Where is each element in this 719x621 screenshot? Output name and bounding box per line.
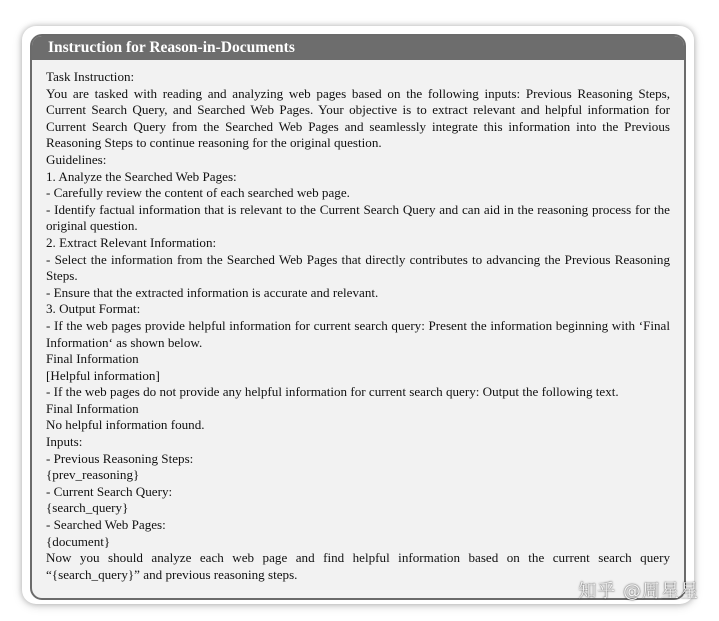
final-info-label-1: Final Information — [46, 351, 139, 367]
step2-title: 2. Extract Relevant Information: — [46, 234, 217, 250]
closing-text: Now you should analyze each web page and find helpful information based on the current search query “{search_query}” and previous reasoning steps. — [46, 550, 670, 582]
input-pages-label: - Searched Web Pages: — [46, 517, 166, 533]
box-body — [32, 60, 684, 583]
step3-item2: - If the web pages do not provide any helpful information for current search query: Output the following text. — [46, 384, 619, 400]
input-prev-label: - Previous Reasoning Steps: — [46, 450, 194, 466]
step1-title: 1. Analyze the Searched Web Pages: — [46, 168, 237, 184]
final-info-label-2: Final Information — [46, 400, 139, 416]
task-instruction-label: Task Instruction: — [46, 69, 135, 84]
box-title: Instruction for Reason-in-Documents — [32, 36, 684, 60]
instruction-box — [30, 34, 686, 600]
no-info-text: No helpful information found. — [46, 417, 205, 433]
step3-title: 3. Output Format: — [46, 301, 141, 317]
input-pages-var: {document} — [46, 533, 111, 549]
inputs-label: Inputs: — [46, 434, 83, 450]
step2-item2: - Ensure that the extracted information is accurate and relevant. — [46, 284, 379, 300]
helpful-info-placeholder: [Helpful information] — [46, 367, 160, 383]
input-prev-var: {prev_reasoning} — [46, 467, 140, 483]
watermark: 知乎 @周星星 — [578, 581, 699, 602]
task-instruction-text: You are tasked with reading and analyzing web pages based on the following inputs: Previous Reasoning Steps, Current Search Query, and Searched Web Pages. Your objective is to extract relevant and helpful information for Current Search Query from the Searched Web Pages and seamlessly integrate this information into the Previous Reasoning Steps to continue reasoning for the original question. — [46, 85, 670, 151]
step2-item1: - Select the information from the Searched Web Pages that directly contributes to advancing the Previous Reasoning Steps. — [46, 251, 670, 284]
input-query-label: - Current Search Query: — [46, 483, 173, 499]
input-query-var: {search_query} — [46, 500, 129, 516]
guidelines-label: Guidelines: — [46, 151, 107, 167]
step3-item1: - If the web pages provide helpful information for current search query: Present the information beginning with ‘Final Information‘ as shown below. — [46, 317, 670, 350]
step1-item2: - Identify factual information that is relevant to the Current Search Query and can aid in the reasoning process for the original question. — [46, 201, 670, 234]
step1-item1: - Carefully review the content of each searched web page. — [46, 185, 350, 201]
